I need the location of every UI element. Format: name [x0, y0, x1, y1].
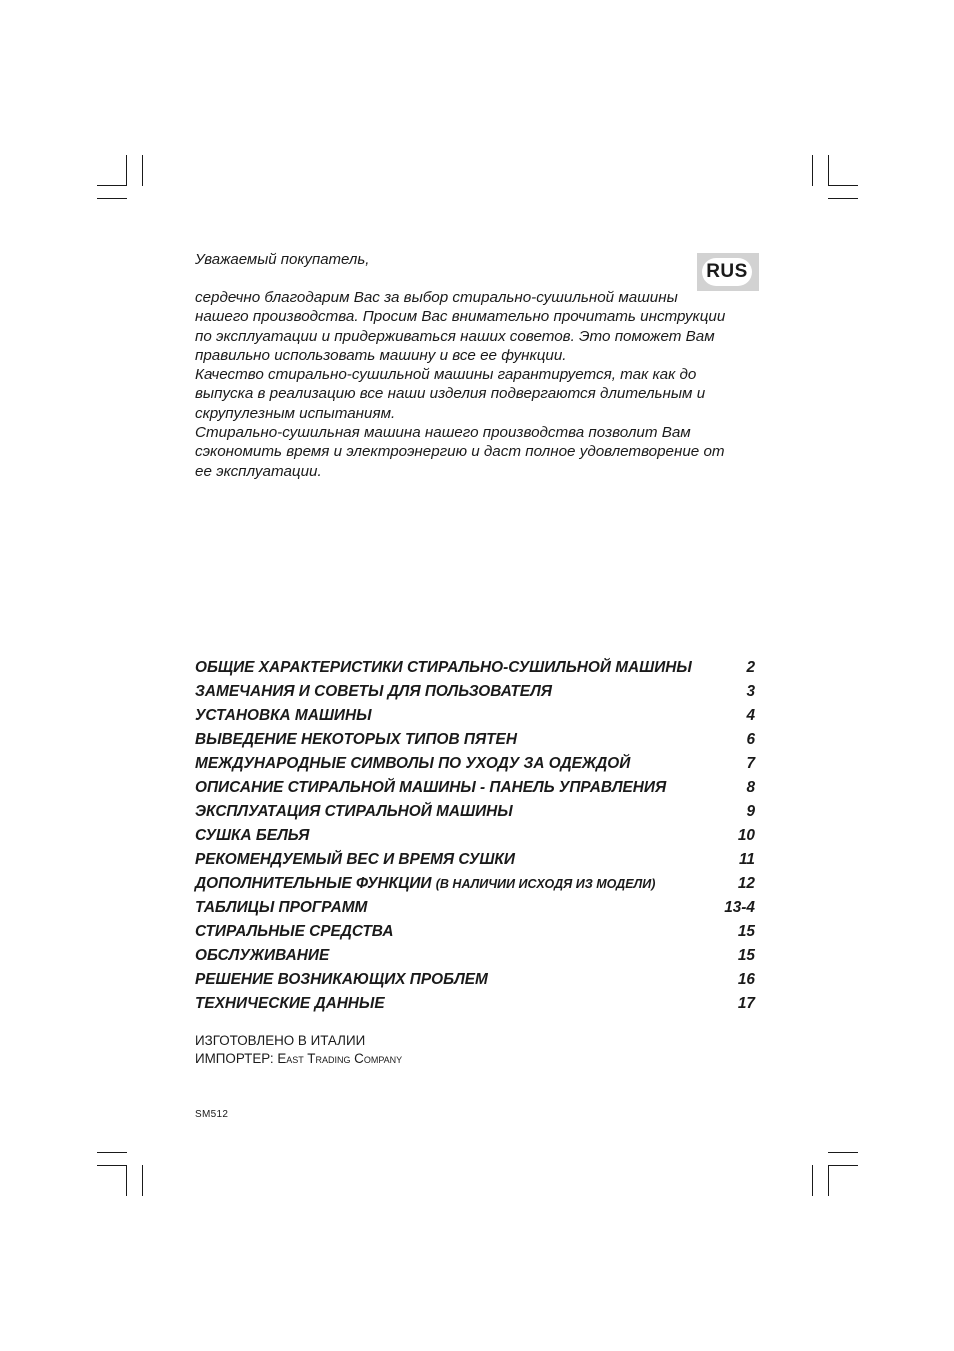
crop-mark	[97, 1165, 127, 1166]
crop-mark	[812, 155, 813, 186]
toc-page: 8	[746, 779, 755, 796]
toc-title-group	[195, 872, 655, 896]
toc-page: 12	[737, 875, 755, 892]
toc-title: СУШКА БЕЛЬЯ	[195, 827, 310, 844]
crop-mark	[828, 1165, 858, 1166]
toc-page: 7	[746, 755, 755, 772]
toc-page: 6	[746, 731, 755, 748]
intro-line: скрупулезным испытаниям.	[195, 404, 396, 422]
toc-title: РЕКОМЕНДУЕМЫЙ ВЕС И ВРЕМЯ СУШКИ	[195, 851, 515, 868]
toc-title-note: (В НАЛИЧИИ ИСХОДЯ ИЗ МОДЕЛИ)	[435, 877, 656, 891]
table-of-contents	[195, 656, 755, 1016]
importer-line	[195, 1050, 402, 1068]
toc-entry	[195, 728, 755, 752]
toc-title: ОПИСАНИЕ СТИРАЛЬНОЙ МАШИНЫ - ПАНЕЛЬ УПРАВЛЕНИЯ	[195, 779, 667, 796]
intro-line: правильно использовать машину и все ее функции.	[195, 346, 567, 364]
crop-mark	[828, 155, 829, 186]
toc-entry	[195, 944, 755, 968]
crop-mark	[828, 1152, 858, 1153]
toc-entry	[195, 704, 755, 728]
importer-name: East Trading Company	[277, 1050, 403, 1066]
toc-entry	[195, 896, 755, 920]
toc-title: ОБСЛУЖИВАНИЕ	[195, 947, 330, 964]
toc-entry	[195, 992, 755, 1016]
crop-mark	[126, 1165, 127, 1196]
toc-page: 3	[746, 683, 755, 700]
crop-mark	[142, 155, 143, 186]
toc-entry	[195, 824, 755, 848]
made-in-text: ИЗГОТОВЛЕНО В ИТАЛИИ	[195, 1033, 366, 1048]
toc-page: 15	[737, 923, 755, 940]
intro-line: ее эксплуатации.	[195, 462, 322, 480]
toc-title: ОБЩИЕ ХАРАКТЕРИСТИКИ СТИРАЛЬНО-СУШИЛЬНОЙ МАШИНЫ	[195, 659, 692, 676]
toc-title: ЭКСПЛУАТАЦИЯ СТИРАЛЬНОЙ МАШИНЫ	[195, 803, 513, 820]
intro-line: Стирально-сушильная машина нашего производства позволит Вам	[195, 424, 691, 442]
intro-line: сердечно благодарим Вас за выбор стирально-сушильной машины	[195, 289, 678, 306]
crop-mark	[828, 198, 858, 199]
intro-line: по эксплуатации и придерживаться наших советов. Это поможет Вам	[195, 327, 715, 345]
toc-entry	[195, 680, 755, 704]
document-code: SM512	[195, 1109, 229, 1120]
toc-page: 11	[739, 851, 755, 868]
intro-line: нашего производства. Просим Вас внимательно прочитать инструкции	[195, 308, 726, 326]
toc-page: 17	[737, 995, 755, 1012]
toc-page: 10	[737, 827, 755, 844]
toc-page: 15	[737, 947, 755, 964]
toc-title: ЗАМЕЧАНИЯ И СОВЕТЫ ДЛЯ ПОЛЬЗОВАТЕЛЯ	[195, 683, 552, 700]
toc-title: МЕЖДУНАРОДНЫЕ СИМВОЛЫ ПО УХОДУ ЗА ОДЕЖДОЙ	[195, 755, 631, 772]
toc-entry	[195, 656, 755, 680]
toc-page: 4	[746, 707, 755, 724]
toc-entry	[195, 776, 755, 800]
language-badge	[697, 253, 759, 291]
intro-line: выпуска в реализацию все наши изделия подвергаются длительным и	[195, 385, 706, 403]
intro-line: сэкономить время и электроэнергию и даст полное удовлетворение от	[195, 443, 725, 461]
language-badge-label: RUS	[702, 258, 752, 286]
toc-entry	[195, 752, 755, 776]
toc-entry	[195, 872, 755, 896]
toc-title: ВЫВЕДЕНИЕ НЕКОТОРЫХ ТИПОВ ПЯТЕН	[195, 731, 517, 748]
crop-mark	[97, 198, 127, 199]
toc-entry	[195, 920, 755, 944]
crop-mark	[126, 155, 127, 186]
greeting: Уважаемый покупатель,	[195, 251, 370, 268]
crop-mark	[812, 1165, 813, 1196]
crop-mark	[828, 185, 858, 186]
importer-label: ИМПОРТЕР:	[195, 1050, 274, 1066]
crop-mark	[97, 185, 127, 186]
crop-mark	[142, 1165, 143, 1196]
toc-title: РЕШЕНИЕ ВОЗНИКАЮЩИХ ПРОБЛЕМ	[195, 971, 488, 988]
toc-title: СТИРАЛЬНЫЕ СРЕДСТВА	[195, 923, 394, 940]
toc-entry	[195, 800, 755, 824]
toc-title: ТАБЛИЦЫ ПРОГРАММ	[195, 899, 368, 916]
toc-entry	[195, 968, 755, 992]
toc-page: 2	[746, 659, 755, 676]
toc-page: 16	[737, 971, 755, 988]
crop-mark	[97, 1152, 127, 1153]
toc-entry	[195, 848, 755, 872]
toc-page: 13-4	[724, 899, 755, 916]
origin-info	[195, 1032, 402, 1067]
intro-paragraph	[195, 288, 770, 481]
crop-mark	[828, 1165, 829, 1196]
intro-line: Качество стирально-сушильной машины гарантируется, так как до	[195, 366, 697, 384]
toc-title: УСТАНОВКА МАШИНЫ	[195, 707, 372, 724]
toc-title: ДОПОЛНИТЕЛЬНЫЕ ФУНКЦИИ	[195, 875, 432, 892]
toc-page: 9	[746, 803, 755, 820]
toc-title: ТЕХНИЧЕСКИЕ ДАННЫЕ	[195, 995, 385, 1012]
